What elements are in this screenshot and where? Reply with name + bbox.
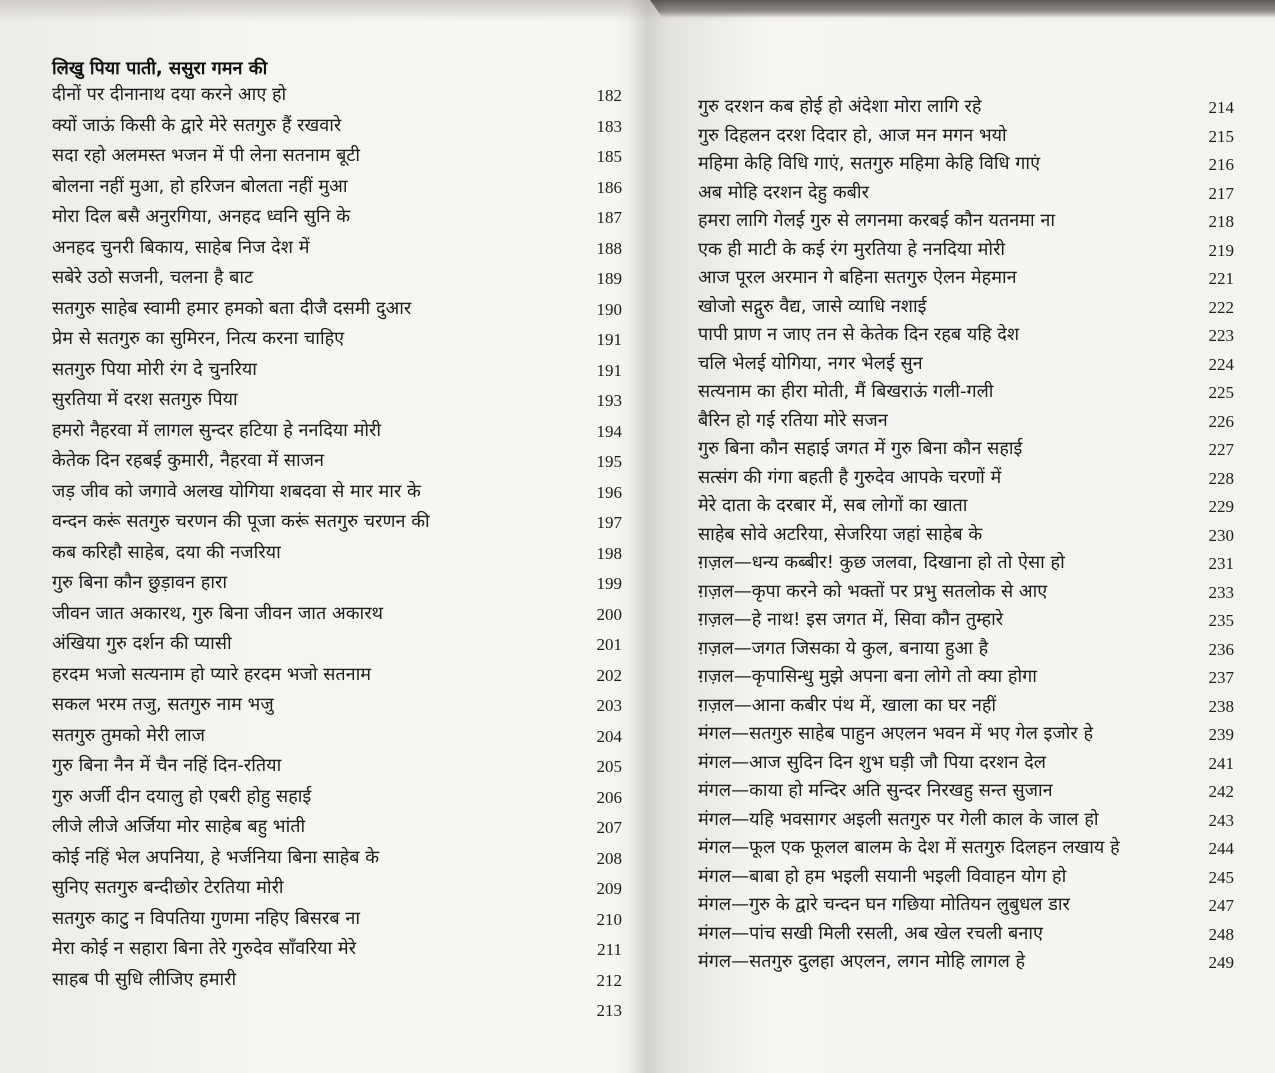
toc-entry-title: कोई नहिं भेल अपनिया, हे भर्जनिया बिना साहेब के (52, 846, 380, 868)
toc-entry (660, 693, 1275, 721)
toc-entry-page-number: 225 (1208, 383, 1234, 402)
toc-entry-title: ग़ज़ल—धन्य कब्बीर! कुछ जलवा, दिखाना हो तो ऐसा हो (698, 552, 1065, 573)
toc-entry (660, 265, 1275, 293)
toc-entry-title: मंगल—फूल एक फूलल बालम के देश में सतगुरु दिलहन लखाय हे (698, 837, 1120, 858)
toc-entry-title: गुरु बिना नैन में चैन नहिं दिन-रतिया (52, 755, 282, 776)
toc-entry-title: गुरु दिहलन दरश दिदार हो, आज मन मगन भयो (698, 124, 1007, 146)
toc-entry (0, 906, 630, 934)
toc-entry-page-number: 199 (596, 574, 622, 593)
toc-entry (660, 550, 1275, 578)
toc-entry-title: सुनिए सतगुरु बन्दीछोर टेरतिया मोरी (52, 877, 284, 898)
toc-entry (0, 265, 630, 293)
right-page (660, 0, 1275, 1073)
toc-entry-page-number: 188 (596, 238, 622, 258)
toc-entry-title: पापी प्राण न जाए तन से केतेक दिन रहब यहि देश (698, 324, 1020, 345)
toc-entry (660, 750, 1275, 778)
toc-entry (0, 143, 630, 171)
toc-entry-page-number: 209 (596, 879, 622, 898)
toc-entry-page-number: 189 (596, 269, 622, 288)
toc-entry-title: अंखिया गुरु दर्शन की प्यासी (52, 633, 232, 654)
toc-entry-title: खोजो सद्गुरु वैद्य, जासे व्याधि नशाई (698, 295, 927, 317)
toc-entry (0, 540, 630, 568)
toc-entry (0, 570, 630, 598)
toc-entry (660, 522, 1275, 550)
toc-entry-page-number: 185 (596, 147, 622, 166)
toc-entry-page-number: 194 (596, 421, 622, 441)
toc-entry (0, 296, 630, 324)
toc-entry-title: क्यों जाऊं किसी के द्वारे मेरे सतगुरु हैं रखवारे (52, 114, 342, 136)
toc-entry (0, 235, 630, 263)
toc-entry (660, 379, 1275, 407)
toc-entry-page-number: 210 (596, 909, 622, 929)
toc-entry-title: कब करिहौ साहेब, दया की नजरिया (52, 541, 281, 563)
toc-entry-title: प्रेम से सतगुरु का सुमिरन, नित्य करना चाहिए (52, 328, 345, 349)
toc-entry-title: अनहद चुनरी बिकाय, साहेब निज देश में (52, 236, 310, 258)
toc-entry (0, 967, 630, 995)
toc-entry-page-number: 213 (596, 1001, 622, 1020)
toc-entry-page-number: 198 (596, 543, 622, 563)
toc-entry-page-number: 241 (1208, 753, 1234, 773)
toc-entry-title: लीजे लीजे अर्जिया मोर साहेब बहु भांती (52, 816, 306, 837)
toc-entry-title: सकल भरम तजु, सतगुरु नाम भजु (52, 694, 274, 715)
toc-entry-title: मंगल—गुरु के द्वारे चन्दन घन गछिया मोतियन लुबुधल डार (698, 894, 1070, 915)
toc-entry-title: ग़ज़ल—कृपासिन्धु मुझे अपना बना लोगे तो क्या होगा (698, 666, 1037, 687)
toc-entry (0, 662, 630, 690)
toc-entry (0, 448, 630, 476)
toc-entry-title: मंगल—काया हो मन्दिर अति सुन्दर निरखहु सन्त सुजान (698, 780, 1053, 801)
toc-entry-page-number: 200 (596, 604, 622, 624)
toc-heading-entry (0, 56, 630, 84)
toc-entry-page-number: 245 (1208, 867, 1234, 887)
toc-entry (660, 579, 1275, 607)
toc-entry (660, 408, 1275, 436)
toc-entry-page-number: 212 (596, 970, 622, 990)
toc-entry-title: सत्संग की गंगा बहती है गुरुदेव आपके चरणों में (698, 466, 1002, 488)
toc-entry-page-number: 242 (1208, 782, 1234, 801)
toc-entry-page-number: 191 (596, 360, 622, 380)
toc-entry (660, 94, 1275, 122)
toc-entry-title: एक ही माटी के कई रंग मुरतिया हे ननदिया मोरी (698, 238, 1006, 260)
toc-entry-title: सतगुरु साहेब स्वामी हमार हमको बता दीजै दसमी दुआर (52, 297, 412, 319)
toc-entry-title: मंगल—बाबा हो हम भइली सयानी भइली विवाहन योग हो (698, 865, 1067, 887)
toc-entry-title: सबेरे उठो सजनी, चलना है बाट (52, 267, 254, 288)
toc-entry (660, 294, 1275, 322)
toc-entry-page-number: 201 (596, 635, 622, 654)
toc-entry-title: मेरे दाता के दरबार में, सब लोगों का खाता (698, 495, 968, 516)
toc-entry-page-number: 247 (1208, 896, 1234, 915)
toc-entry-page-number: 248 (1208, 924, 1234, 944)
toc-entry-page-number: 191 (596, 330, 622, 349)
toc-entry (0, 784, 630, 812)
toc-entry (0, 82, 630, 110)
toc-entry (660, 835, 1275, 863)
toc-entry (660, 493, 1275, 521)
toc-entry (0, 753, 630, 781)
toc-entry (660, 607, 1275, 635)
toc-entry-page-number: 227 (1208, 440, 1234, 459)
toc-entry-page-number: 202 (596, 665, 622, 685)
toc-entry (0, 326, 630, 354)
toc-entry (0, 174, 630, 202)
toc-entry-title: गुरु दरशन कब होई हो अंदेशा मोरा लागि रहे (698, 96, 982, 117)
toc-entry (0, 875, 630, 903)
toc-entry (660, 180, 1275, 208)
toc-entry (660, 351, 1275, 379)
toc-entry-page-number: 233 (1208, 582, 1234, 602)
toc-entry-page-number: 222 (1208, 297, 1234, 317)
toc-entry-page-number: 239 (1208, 725, 1234, 744)
toc-entry-title: आज पूरल अरमान गे बहिना सतगुरु ऐलन मेहमान (698, 267, 1017, 288)
toc-entry-page-number: 187 (596, 208, 622, 227)
toc-entry-title: मेरा कोई न सहारा बिना तेरे गुरुदेव साँवरिया मेरे (52, 938, 357, 959)
toc-entry-title: गुरु बिना कौन सहाई जगत में गुरु बिना कौन सहाई (698, 438, 1023, 459)
toc-entry (660, 636, 1275, 664)
toc-entry-page-number: 236 (1208, 639, 1234, 659)
toc-entry-page-number: 217 (1208, 183, 1234, 203)
toc-entry-title: साहब पी सुधि लीजिए हमारी (52, 968, 237, 990)
toc-entry-page-number: 226 (1208, 411, 1234, 431)
toc-entry-title: बैरिन हो गई रतिया मोरे सजन (698, 409, 888, 431)
toc-entry (660, 892, 1275, 920)
toc-entry-title: चलि भेलई योगिया, नगर भेलई सुन (698, 352, 923, 374)
toc-entry-page-number: 206 (596, 787, 622, 807)
toc-entry-title: बोलना नहीं मुआ, हो हरिजन बोलता नहीं मुआ (52, 175, 348, 197)
toc-entry-title: सुरतिया में दरश सतगुरु पिया (52, 389, 238, 410)
toc-entry-page-number: 243 (1208, 810, 1234, 830)
toc-entry-title: सत्यनाम का हीरा मोती, मैं बिखराऊं गली-गली (698, 381, 994, 402)
toc-entry-page-number: 218 (1208, 212, 1234, 231)
toc-entry-title: सतगुरु तुमको मेरी लाज (52, 724, 206, 746)
toc-entry-title: मंगल—सतगुरु साहेब पाहुन अएलन भवन में भए गेल इजोर हे (698, 723, 1094, 744)
toc-entry (0, 997, 630, 1025)
toc-entry-page-number: 208 (596, 848, 622, 868)
toc-entry-title: ग़ज़ल—जगत जिसका ये कुल, बनाया हुआ है (698, 637, 989, 659)
toc-entry-page-number: 205 (596, 757, 622, 776)
toc-entry (0, 631, 630, 659)
toc-entry-page-number: 214 (1208, 98, 1234, 117)
toc-entry-title: सदा रहो अलमस्त भजन में पी लेना सतनाम बूटी (52, 145, 361, 166)
toc-entry (660, 208, 1275, 236)
toc-entry (660, 123, 1275, 151)
toc-entry-page-number: 182 (596, 86, 622, 105)
toc-entry (0, 418, 630, 446)
toc-entry (660, 949, 1275, 977)
toc-entry (0, 509, 630, 537)
toc-entry-page-number: 228 (1208, 468, 1234, 488)
toc-entry-title: हमरा लागि गेलई गुरु से लगनमा करबई कौन यतनमा ना (698, 210, 1056, 231)
toc-entry-title: सतगुरु पिया मोरी रंग दे चुनरिया (52, 358, 257, 380)
toc-entry-title: हरदम भजो सत्यनाम हो प्यारे हरदम भजो सतनाम (52, 663, 372, 685)
toc-entry-title: ग़ज़ल—हे नाथ! इस जगत में, सिवा कौन तुम्हारे (698, 609, 1004, 630)
toc-entry-page-number: 211 (597, 940, 622, 959)
toc-entry-page-number: 203 (596, 696, 622, 715)
toc-entry-page-number: 219 (1208, 240, 1234, 260)
toc-entry-title: मंगल—सतगुरु दुलहा अएलन, लगन मोहि लागल हे (698, 951, 1026, 972)
toc-entry (0, 692, 630, 720)
toc-entry-title: मंगल—पांच सखी मिली रसली, अब खेल रचली बनाए (698, 922, 1043, 944)
left-page (0, 0, 630, 1073)
toc-entry-title: केतेक दिन रहबई कुमारी, नैहरवा में साजन (52, 450, 324, 471)
toc-entry-page-number: 195 (596, 452, 622, 471)
toc-entry-page-number: 230 (1208, 525, 1234, 545)
toc-entry-page-number: 215 (1208, 126, 1234, 146)
toc-entry (660, 807, 1275, 835)
toc-entry-title: जड़ जीव को जगावे अलख योगिया शबदवा से मार मार के (52, 480, 421, 502)
toc-entry-title: दीनों पर दीनानाथ दया करने आए हो (52, 84, 287, 105)
toc-entry-title: अब मोहि दरशन देहु कबीर (698, 181, 869, 203)
toc-entry-page-number: 204 (596, 726, 622, 746)
toc-entry-page-number: 235 (1208, 611, 1234, 630)
toc-entry (660, 465, 1275, 493)
toc-entry-title: हमरो नैहरवा में लागल सुन्दर हटिया हे ननदिया मोरी (52, 419, 382, 441)
toc-entry (0, 113, 630, 141)
toc-entry (660, 721, 1275, 749)
toc-entry (660, 322, 1275, 350)
toc-entry-page-number: 237 (1208, 668, 1234, 687)
toc-entry-page-number: 183 (596, 116, 622, 136)
toc-entry-title: साहेब सोवे अटरिया, सेजरिया जहां साहेब के (698, 523, 983, 545)
toc-entry-title: ग़ज़ल—आना कबीर पंथ में, खाला का घर नहीं (698, 694, 997, 716)
toc-entry-page-number: 197 (596, 513, 622, 532)
toc-entry-title: महिमा केहि विधि गाएं, सतगुरु महिमा केहि विधि गाएं (698, 153, 1041, 174)
toc-entry (0, 814, 630, 842)
toc-entry-title: मंगल—आज सुदिन दिन शुभ घड़ी जौ पिया दरशन देल (698, 751, 1046, 773)
toc-entry-title: मोरा दिल बसै अनुरगिया, अनहद ध्वनि सुनि के (52, 206, 351, 227)
toc-entry (660, 921, 1275, 949)
toc-entry-page-number: 190 (596, 299, 622, 319)
toc-entry-title: मंगल—यहि भवसागर अइली सतगुरु पर गेली काल के जाल हो (698, 808, 1099, 830)
toc-entry (660, 778, 1275, 806)
toc-entry-page-number: 223 (1208, 326, 1234, 345)
toc-entry (660, 436, 1275, 464)
toc-entry-page-number: 221 (1208, 269, 1234, 288)
toc-entry-page-number: 231 (1208, 554, 1234, 573)
toc-entry-page-number: 249 (1208, 953, 1234, 972)
toc-entry-title: गुरु अर्जी दीन दयालु हो एबरी होहु सहाई (52, 785, 312, 807)
toc-entry (0, 845, 630, 873)
toc-entry-page-number: 207 (596, 818, 622, 837)
toc-entry-title: सतगुरु काटु न विपतिया गुणमा नहिए बिसरब ना (52, 907, 360, 929)
toc-entry-title: वन्दन करूं सतगुरु चरणन की पूजा करूं सतगुरु चरणन की (52, 511, 430, 532)
toc-entry-title: ग़ज़ल—कृपा करने को भक्तों पर प्रभु सतलोक से आए (698, 580, 1048, 602)
toc-entry (0, 936, 630, 964)
toc-entry-page-number: 196 (596, 482, 622, 502)
toc-entry (0, 204, 630, 232)
toc-entry (0, 357, 630, 385)
toc-entry-page-number: 186 (596, 177, 622, 197)
toc-entry-page-number: 224 (1208, 354, 1234, 374)
toc-entry-page-number: 238 (1208, 696, 1234, 716)
toc-entry (0, 387, 630, 415)
toc-entry (0, 723, 630, 751)
toc-entry-page-number: 216 (1208, 155, 1234, 174)
toc-entry-title: जीवन जात अकारथ, गुरु बिना जीवन जात अकारथ (52, 602, 384, 624)
toc-entry (0, 479, 630, 507)
toc-entry (660, 664, 1275, 692)
toc-entry (660, 864, 1275, 892)
toc-entry-title: गुरु बिना कौन छुड़ावन हारा (52, 572, 228, 593)
toc-entry (660, 237, 1275, 265)
toc-entry (0, 601, 630, 629)
toc-entry-page-number: 229 (1208, 497, 1234, 516)
toc-entry (660, 151, 1275, 179)
toc-entry-page-number: 193 (596, 391, 622, 410)
toc-heading: लिखु पिया पाती, ससुरा गमन की (52, 58, 268, 79)
toc-entry-page-number: 244 (1208, 839, 1234, 858)
